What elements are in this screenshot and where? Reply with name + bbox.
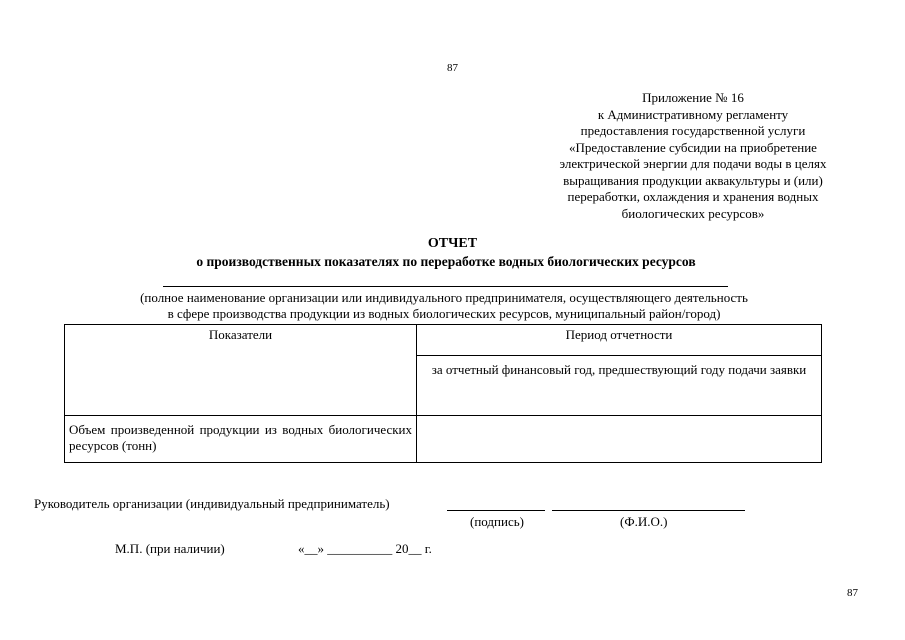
appendix-line: выращивания продукции аквакультуры и (или) — [563, 172, 823, 188]
report-title: ОТЧЕТ — [427, 236, 478, 251]
header-period: Период отчетности — [417, 325, 822, 356]
organization-note-line: (полное наименование организации или индивидуального предпринимателя, осуществляющего деятельность — [140, 290, 748, 305]
organization-note-line: в сфере производства продукции из водных биологических ресурсов, муниципальный район/город) — [167, 306, 721, 321]
indicators-table — [64, 324, 822, 463]
organization-note — [0, 290, 888, 322]
page-number-top: 87 — [447, 62, 458, 74]
organization-name-line — [163, 286, 728, 287]
appendix-line: биологических ресурсов» — [621, 205, 765, 221]
appendix-line: предоставления государственной услуги — [580, 123, 806, 138]
name-line — [552, 510, 745, 511]
table-row — [65, 416, 822, 463]
report-subtitle: о производственных показателях по переработке водных биологических ресурсов — [196, 254, 696, 269]
appendix-line: Приложение № 16 — [642, 90, 744, 105]
name-caption: (Ф.И.О.) — [620, 514, 668, 529]
page-number-bottom: 87 — [847, 587, 858, 599]
date-line: «__» __________ 20__ г. — [298, 541, 432, 556]
signature-caption: (подпись) — [470, 514, 524, 529]
appendix-line: «Предоставление субсидии на приобретение — [569, 139, 817, 155]
row-value — [417, 416, 822, 463]
header-indicators: Показатели — [65, 325, 417, 416]
appendix-line: электрической энергии для подачи воды в целях — [559, 156, 827, 171]
appendix-header — [528, 90, 858, 222]
appendix-line: к Административному регламенту — [597, 106, 789, 122]
row-label: Объем произведенной продукции из водных биологических ресурсов (тонн) — [65, 416, 417, 463]
stamp-label: М.П. (при наличии) — [115, 541, 225, 556]
signature-line — [447, 510, 545, 511]
signature-label: Руководитель организации (индивидуальный предприниматель) — [34, 496, 390, 511]
appendix-line: переработки, охлаждения и хранения водных — [567, 189, 819, 204]
subheader-period: за отчетный финансовый год, предшествующий году подачи заявки — [417, 356, 822, 416]
